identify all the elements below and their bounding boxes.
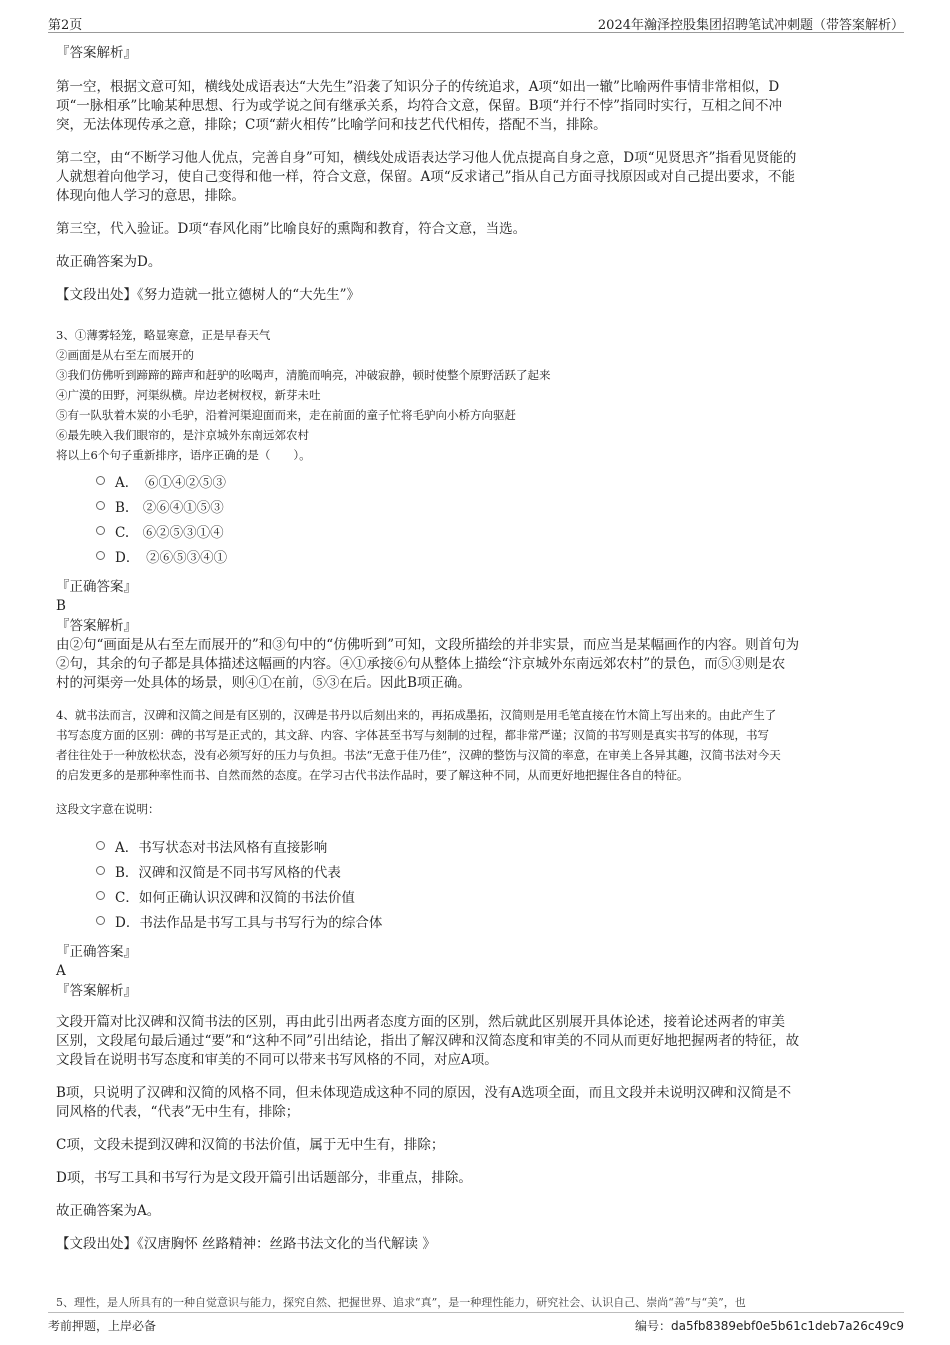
q2-analysis-label: 『答案解析』 xyxy=(56,45,137,61)
q4-source: 【文段出处】《汉唐胸怀 丝路精神：丝路书法文化的当代解读 》 xyxy=(56,1236,436,1252)
q3-option-b[interactable] xyxy=(96,493,896,518)
text-line: 者往往处于一种放松状态，没有必须写好的压力与负担。书法“无意于佳乃佳”，汉碑的整饬与汉简的率意，在审美上各异其趣，汉简书法对今天 xyxy=(56,748,781,762)
text-line: 将以上6个句子重新排序，语序正确的是（ ）。 xyxy=(56,448,311,462)
q4-question: 这段文字意在说明： xyxy=(56,802,160,816)
option-label: C．如何正确认识汉碑和汉简的书法价值 xyxy=(115,889,355,906)
q4-option-b[interactable] xyxy=(96,858,896,883)
radio-icon[interactable] xyxy=(96,841,105,850)
q4-para-5: 故正确答案为A。 xyxy=(56,1203,161,1219)
page-footer xyxy=(48,1312,904,1336)
page-header xyxy=(48,12,904,33)
doc-title: 2024年瀚泽控股集团招聘笔试冲刺题（带答案解析） xyxy=(597,18,904,33)
q4-para-4: D项，书写工具和书写行为是文段开篇引出话题部分，非重点，排除。 xyxy=(56,1170,472,1186)
text-line: ⑥最先映入我们眼帘的，是汴京城外东南远郊农村 xyxy=(56,428,309,442)
q3-analysis xyxy=(56,636,896,693)
radio-icon[interactable] xyxy=(96,526,105,535)
text-line: 书写态度方面的区别：碑的书写是正式的，其文辞、内容、字体甚至书写与刻制的过程，都非常严谨；汉简的书写则是真实书写的体现，书写 xyxy=(56,728,769,742)
radio-icon[interactable] xyxy=(96,476,105,485)
q4-option-c[interactable] xyxy=(96,883,896,908)
q4-correct-label: 『正确答案』 xyxy=(56,944,137,960)
option-label: C. ⑥②⑤③①④ xyxy=(115,524,224,541)
text-line: 村的河渠旁一处具体的场景，则④①在前，⑤③在后。因此B项正确。 xyxy=(56,675,471,691)
footer-code-value: da5fb8389ebf0e5b61c1deb7a26c49c9 xyxy=(671,1319,904,1333)
q2-para-4: 故正确答案为D。 xyxy=(56,254,162,270)
text-line: 4、就书法而言，汉碑和汉简之间是有区别的，汉碑是书丹以后刻出来的，再拓成墨拓，汉简则是用毛笔直接在竹木简上写出来的。由此产生了 xyxy=(56,708,777,722)
q4-option-d[interactable] xyxy=(96,908,896,933)
option-label: A．书写状态对书法风格有直接影响 xyxy=(115,839,328,856)
text-line: 文段旨在说明书写态度和审美的不同可以带来书写风格的不同，对应A项。 xyxy=(56,1052,498,1068)
option-label: A． ⑥①④②⑤③ xyxy=(115,474,226,491)
radio-icon[interactable] xyxy=(96,551,105,560)
text-line: 的启发更多的是那种率性而书、自然而然的态度。在学习古代书法作品时，要了解这种不同，从而更好地把握住各自的特征。 xyxy=(56,768,689,782)
text-line: ④广漠的田野，河渠纵横。岸边老树杈杈，新芽未吐 xyxy=(56,388,321,402)
q4-answer: A xyxy=(56,963,66,979)
q2-para-2 xyxy=(56,149,896,206)
q5-cut-text: 5、理性，是人所具有的一种自觉意识与能力，探究自然、把握世界、追求“真”，是一种理性能力，研究社会、认识自己、崇尚“善”与“美”，也 xyxy=(56,1296,746,1309)
text-line: 人就想着向他学习，使自己变得和他一样，符合文意，保留。A项“反求诸己”指从自己方面寻找原因或对自己提出要求，不能 xyxy=(56,169,796,185)
option-label: D． ②⑥⑤③④① xyxy=(115,549,228,566)
q4-para-3: C项，文段未提到汉碑和汉简的书法价值，属于无中生有，排除； xyxy=(56,1137,445,1153)
q4-analysis-label: 『答案解析』 xyxy=(56,983,137,999)
q4-para-2 xyxy=(56,1084,896,1122)
text-line: 突，无法体现传承之意，排除；C项“薪火相传”比喻学问和技艺代代相传，搭配不当，排除。 xyxy=(56,117,607,133)
q3-options xyxy=(56,468,896,568)
q2-source: 【文段出处】《努力造就一批立德树人的“大先生”》 xyxy=(56,287,361,303)
text-line: B项，只说明了汉碑和汉简的风格不同，但未体现造成这种不同的原因，没有A选项全面，而且文段并未说明汉碑和汉简是不 xyxy=(56,1085,792,1101)
footer-code xyxy=(635,1317,904,1334)
radio-icon[interactable] xyxy=(96,866,105,875)
text-line: 体现向他人学习的意思，排除。 xyxy=(56,188,245,204)
footer-code-label: 编号： xyxy=(635,1319,672,1333)
q3-analysis-label: 『答案解析』 xyxy=(56,618,137,634)
radio-icon[interactable] xyxy=(96,501,105,510)
radio-icon[interactable] xyxy=(96,916,105,925)
q4-passage xyxy=(56,705,896,785)
text-line: 项“一脉相承”比喻某种思想、行为或学说之间有继承关系，均符合文意，保留。B项“并行不悖”指同时实行，互相之间不冲 xyxy=(56,98,783,114)
q3-correct-label: 『正确答案』 xyxy=(56,579,137,595)
q3-option-a[interactable] xyxy=(96,468,896,493)
q3-answer: B xyxy=(56,598,66,614)
text-line: 第二空，由“不断学习他人优点，完善自身”可知，横线处成语表达学习他人优点提高自身之意，D项“见贤思齐”指看见贤能的 xyxy=(56,150,797,166)
q3-question xyxy=(56,325,896,465)
q2-para-3: 第三空，代入验证。D项“春风化雨”比喻良好的熏陶和教育，符合文意，当选。 xyxy=(56,221,527,237)
option-label: B. ②⑥④①⑤③ xyxy=(115,499,224,516)
page-content xyxy=(56,44,896,1254)
footer-slogan: 考前押题，上岸必备 xyxy=(48,1319,157,1333)
text-line: ③我们仿佛听到蹄蹄的蹄声和赶驴的吆喝声，清脆而响亮，冲破寂静，顿时使整个原野活跃了起来 xyxy=(56,368,551,382)
option-label: B．汉碑和汉简是不同书写风格的代表 xyxy=(115,864,341,881)
text-line: ②句，其余的句子都是具体描述这幅画的内容。④①承接⑥句从整体上描绘“汴京城外东南远郊农村”的景色，而⑤③则是农 xyxy=(56,656,786,672)
text-line: 区别，文段尾句最后通过“要”和“这种不同”引出结论，指出了解汉碑和汉简态度和审美的不同从而更好地把握两者的特征，故 xyxy=(56,1033,800,1049)
text-line: 由②句“画面是从右至左而展开的”和③句中的“仿佛听到”可知，文段所描绘的并非实景，而应当是某幅画作的内容。则首句为 xyxy=(56,637,800,653)
q2-para-1 xyxy=(56,78,896,135)
page-number: 第2页 xyxy=(48,18,83,33)
text-line: ⑤有一队驮着木炭的小毛驴，沿着河渠迎面而来，走在前面的童子忙将毛驴向小桥方向驱赶 xyxy=(56,408,516,422)
q4-options xyxy=(56,833,896,933)
q4-para-1 xyxy=(56,1013,896,1070)
q4-option-a[interactable] xyxy=(96,833,896,858)
option-label: D．书法作品是书写工具与书写行为的综合体 xyxy=(115,914,383,931)
q3-option-c[interactable] xyxy=(96,518,896,543)
radio-icon[interactable] xyxy=(96,891,105,900)
text-line: 文段开篇对比汉碑和汉简书法的区别，再由此引出两者态度方面的区别，然后就此区别展开具体论述，接着论述两者的审美 xyxy=(56,1014,785,1030)
q3-option-d[interactable] xyxy=(96,543,896,568)
text-line: 第一空，根据文意可知，横线处成语表达“大先生”沿袭了知识分子的传统追求，A项“如出一辙”比喻两件事情非常相似，D xyxy=(56,79,780,95)
text-line: 3、①薄雾轻笼，略显寒意，正是早春天气 xyxy=(56,328,271,342)
text-line: ②画面是从右至左而展开的 xyxy=(56,348,194,362)
text-line: 同风格的代表，“代表”无中生有，排除； xyxy=(56,1104,300,1120)
